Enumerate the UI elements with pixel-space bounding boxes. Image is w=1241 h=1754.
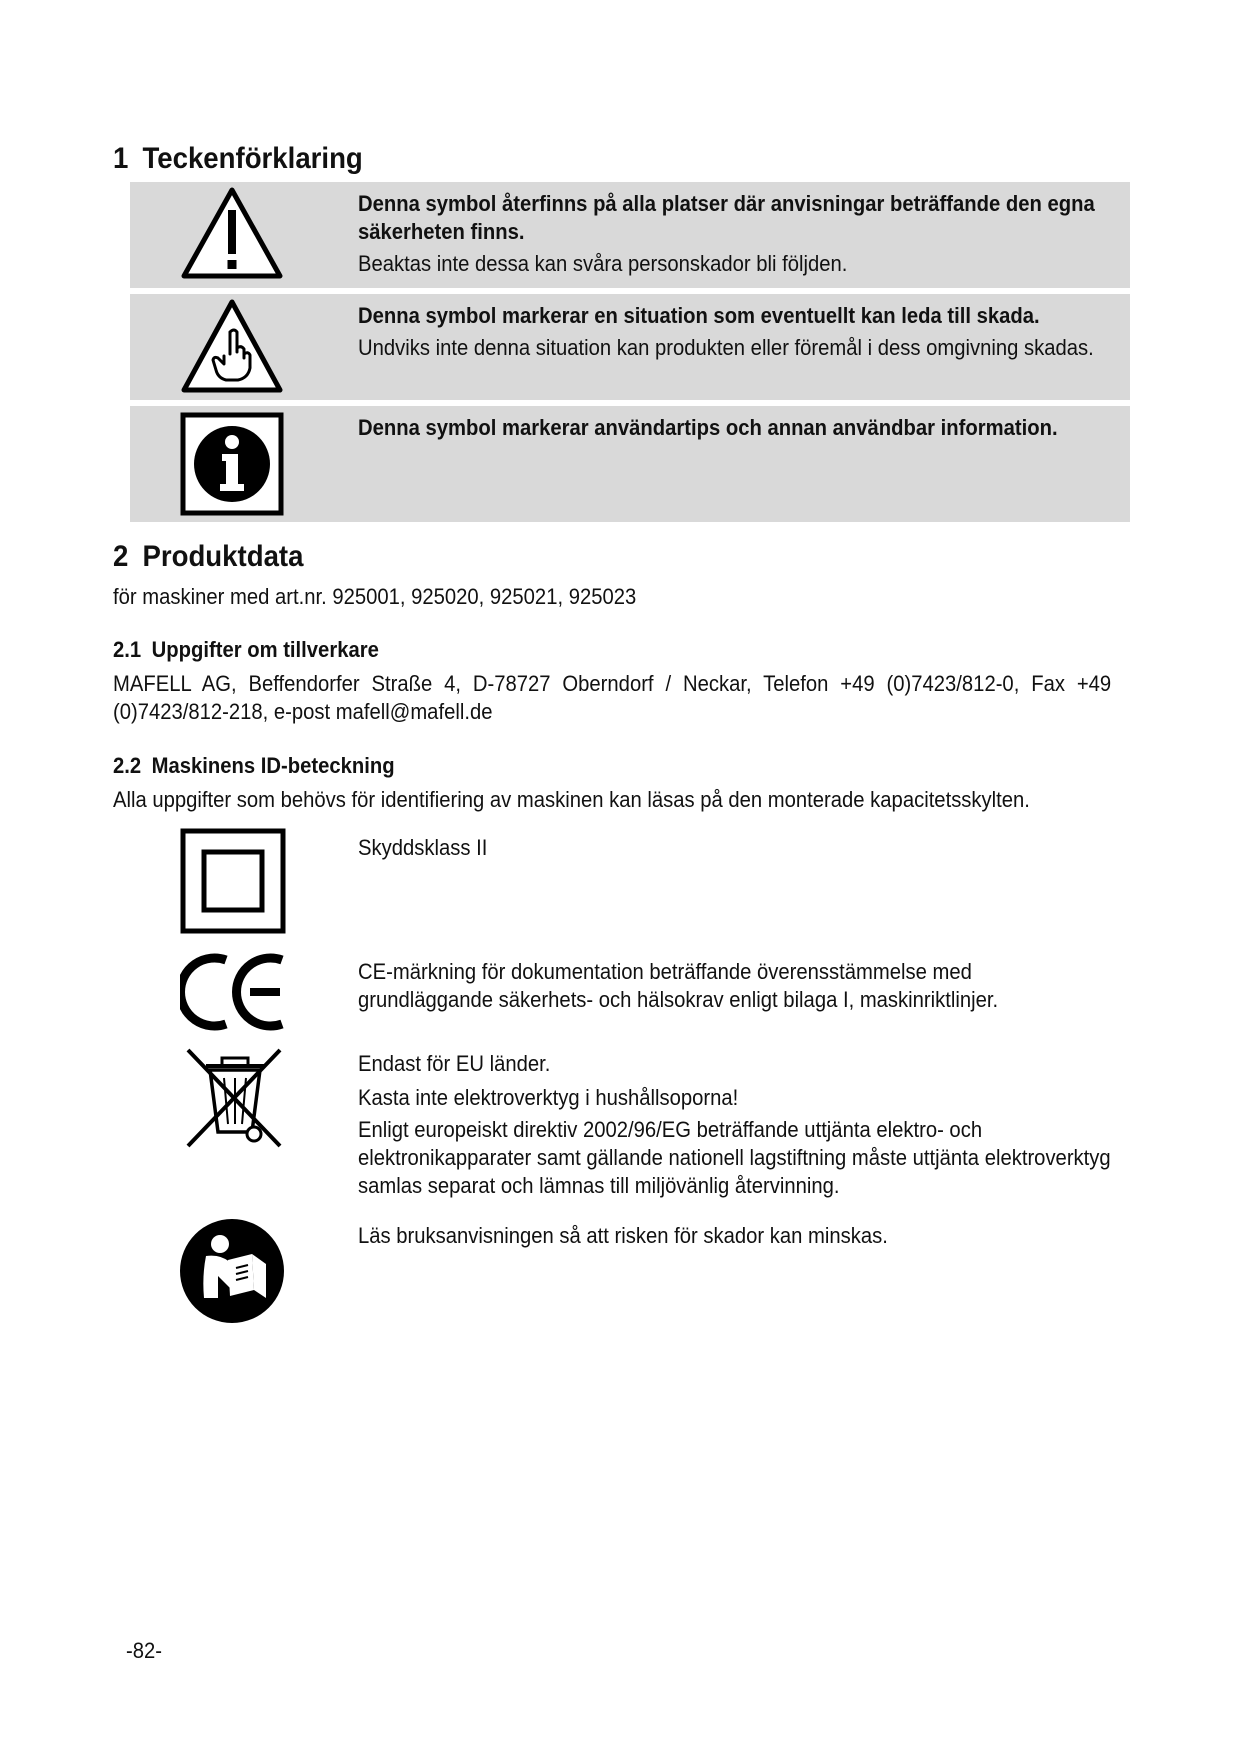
symbol-text: Endast för EU länder. [358,1051,551,1076]
weee-crossed-bin-icon [180,1046,290,1150]
section-2-heading [113,540,303,574]
subsection-number: 2.1 [113,637,142,662]
symbol-text: grundläggande säkerhets- och hälsokrav enligt bilaga I, maskinriktlinjer. [358,987,999,1012]
legend-row-caution [130,294,1130,400]
warning-exclamation-icon [180,186,284,290]
protection-class-ii-icon [180,828,290,936]
ce-mark-icon [180,952,290,1032]
id-text: Alla uppgifter som behövs för identifiering av maskinen kan läsas på den monterade kapacitetsskylten. [113,787,1030,812]
section-number: 1 [113,142,129,175]
subsection-title: Maskinens ID-beteckning [151,753,395,778]
section-title: Teckenförklaring [142,142,363,175]
subsection-2-1-heading [113,637,379,663]
section-title: Produktdata [142,540,304,573]
manufacturer-text: MAFELL AG, Beffendorfer Straße 4, D-78727 Oberndorf / Neckar, Telefon +49 (0)7423/812-0, Fax +49 (0)7423/812-218, e-post mafell@mafell.de [113,671,1112,724]
legend-bold-text: Denna symbol markerar en situation som eventuellt kan leda till skada. [358,303,1040,328]
legend-row-warning [130,182,1130,288]
symbol-text: CE-märkning för dokumentation beträffande överensstämmelse med [358,959,972,984]
info-icon [180,412,284,516]
symbol-text: samlas separat och lämnas till miljövänlig återvinning. [358,1173,840,1198]
section-1-heading [113,142,363,176]
legend-bold-text: Denna symbol återfinns på alla platser där anvisningar beträffande den egna säkerheten finns. [358,191,1095,244]
subsection-number: 2.2 [113,753,142,778]
subsection-2-2-heading [113,753,395,779]
read-manual-icon [180,1216,290,1326]
symbol-text: Kasta inte elektroverktyg i hushållsoporna! [358,1085,739,1110]
legend-row-info [130,406,1130,522]
section-2-intro: för maskiner med art.nr. 925001, 925020, 925021, 925023 [113,584,637,609]
section-number: 2 [113,540,129,573]
page-number: -82- [126,1638,162,1663]
symbol-text: Skyddsklass II [358,835,488,860]
legend-text: Undviks inte denna situation kan produkten eller föremål i dess omgivning skadas. [358,335,1094,360]
warning-hand-icon [180,298,284,402]
legend-text: Beaktas inte dessa kan svåra personskador bli följden. [358,251,848,276]
subsection-title: Uppgifter om tillverkare [151,637,379,662]
symbol-text: elektronikapparater samt gällande nationell lagstiftning måste uttjänta elektroverktyg [358,1145,1111,1170]
symbol-text: Enligt europeiskt direktiv 2002/96/EG beträffande uttjänta elektro- och [358,1117,983,1142]
symbol-text: Läs bruksanvisningen så att risken för skador kan minskas. [358,1223,888,1248]
legend-bold-text: Denna symbol markerar användartips och annan användbar information. [358,415,1058,440]
